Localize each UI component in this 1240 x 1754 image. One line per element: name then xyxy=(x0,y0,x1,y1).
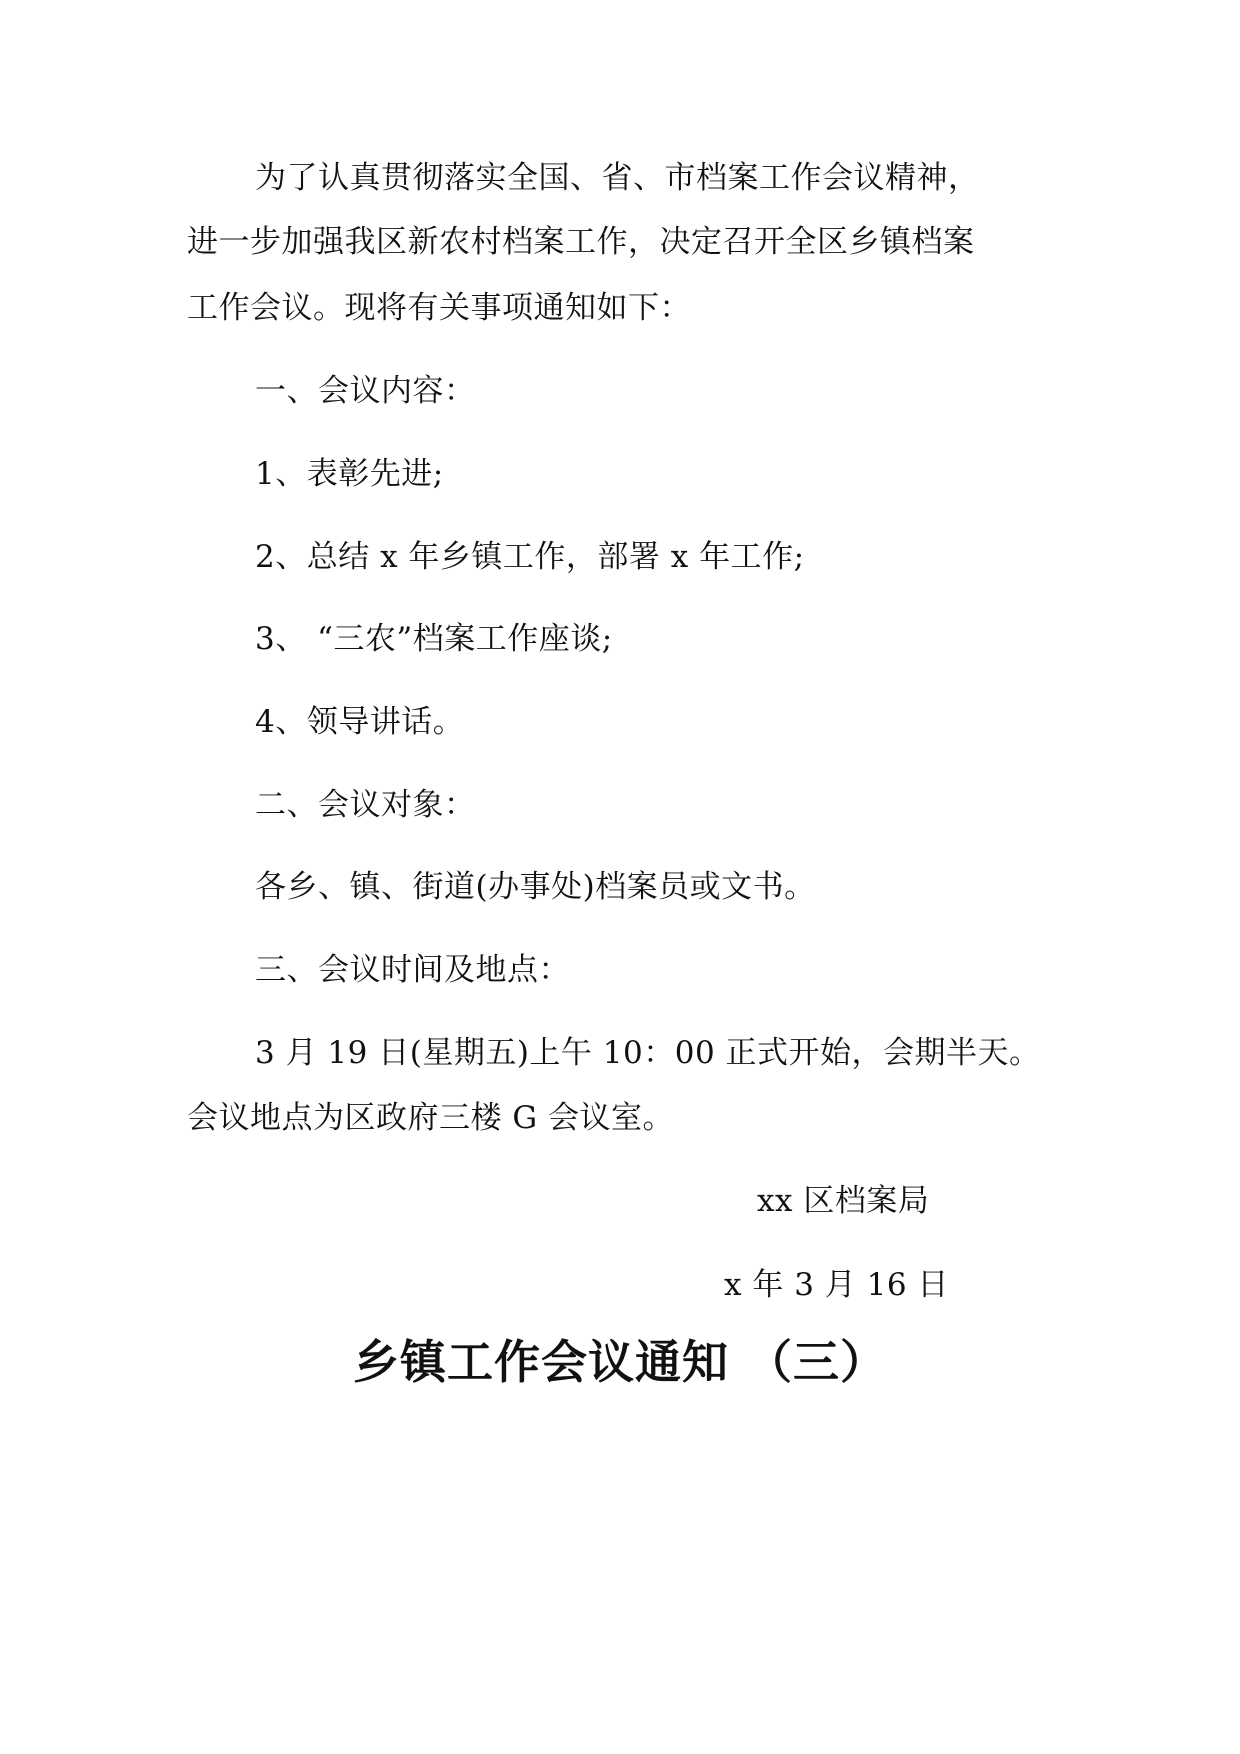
section-1-item-4: 4、领导讲话。 xyxy=(255,704,465,740)
intro-line-2: 进一步加强我区新农村档案工作，决定召开全区乡镇档案 xyxy=(187,224,975,260)
intro-line-1: 为了认真贯彻落实全国、省、市档案工作会议精神， xyxy=(255,160,980,196)
section-1-heading: 一、会议内容： xyxy=(255,373,476,409)
section-1-item-3: 3、 “三农”档案工作座谈; xyxy=(255,621,613,657)
section-1-item-1: 1、表彰先进; xyxy=(255,456,444,492)
section-3-line-1: 3 月 19 日(星期五)上午 10：00 正式开始，会期半天。 xyxy=(255,1035,1041,1071)
section-3-heading: 三、会议时间及地点： xyxy=(255,952,570,988)
section-2-text: 各乡、镇、街道(办事处)档案员或文书。 xyxy=(255,869,816,905)
next-notice-title: 乡镇工作会议通知 （三） xyxy=(352,1335,887,1389)
section-1-item-2: 2、总结 x 年乡镇工作，部署 x 年工作; xyxy=(255,539,805,575)
section-2-heading: 二、会议对象： xyxy=(255,787,476,823)
signature-date: x 年 3 月 16 日 xyxy=(724,1267,949,1303)
section-3-line-2: 会议地点为区政府三楼 G 会议室。 xyxy=(187,1100,674,1136)
signature-organization: xx 区档案局 xyxy=(757,1183,930,1219)
intro-line-3: 工作会议。现将有关事项通知如下： xyxy=(187,290,691,326)
